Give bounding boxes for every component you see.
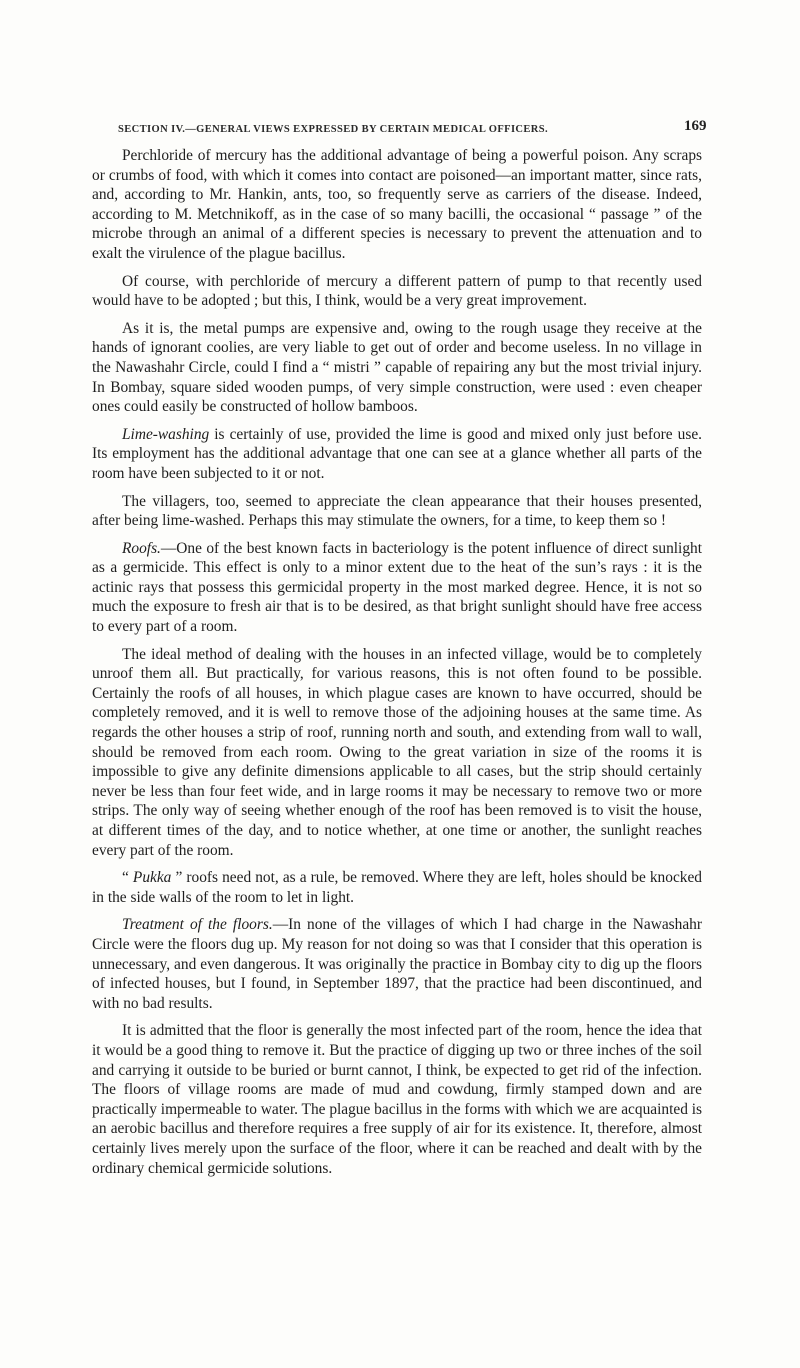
paragraph-lead: Pukka	[132, 869, 172, 887]
body-text	[92, 146, 702, 1186]
paragraph	[92, 645, 702, 861]
paragraph	[92, 272, 702, 311]
page-number: 169	[684, 118, 707, 134]
paragraph	[92, 868, 702, 907]
paragraph	[92, 146, 702, 264]
paragraph	[92, 915, 702, 1013]
paragraph-text: ” roofs need not, as a rule, be removed. Where they are left, holes should be knocked in the side walls of the room to let in light.	[92, 869, 703, 906]
paragraph-text: Of course, with perchloride of mercury a different pattern of pump to that recently used would have to be adopted ; but this, I think, would be a very great improvement.	[92, 272, 702, 310]
paragraph	[92, 539, 702, 637]
paragraph	[92, 319, 702, 417]
running-header: SECTION IV.—GENERAL VIEWS EXPRESSED BY CERTAIN MEDICAL OFFICERS.	[118, 124, 549, 135]
paragraph-lead: Lime-washing	[122, 425, 210, 443]
paragraph-lead-prefix: “	[122, 869, 133, 887]
paragraph-lead: Treatment of the floors.	[122, 916, 273, 934]
paragraph-text: It is admitted that the floor is generally the most infected part of the room, hence the idea that it would be a good thing to remove it. But the practice of digging up two or three inches of the soil and carrying it outside to be buried or burnt cannot, I think, be expected to get rid of the infection. The floors of village rooms are made of mud and cowdung, firmly stamped down and are practically impermeable to water. The plague bacillus in the forms with which we are acquainted is an aerobic bacillus and therefore requires a free supply of air for its existence. It, therefore, almost certainly lives merely upon the surface of the floor, where it can be reached and dealt with by the ordinary chemical germicide solutions.	[92, 1022, 702, 1177]
paragraph-text: The ideal method of dealing with the houses in an infected village, would be to completely unroof them all. But practically, for various reasons, this is not often found to be possible. Certainly the roofs of all houses, in which plague cases are known to have occurred, should be completely removed, and it is well to remove those of the adjoining houses at the same time. As regards the other houses a strip of roof, running north and south, and extending from wall to wall, should be removed from each room. Owing to the great variation in size of the rooms it is impossible to give any definite dimensions applicable to all cases, but the strip should certainly never be less than four feet wide, and in large rooms it may be necessary to remove two or more strips. The only way of seeing whether enough of the roof has been removed is to visit the house, at different times of the day, and to notice whether, at one time or another, the sunlight reaches every part of the room.	[92, 645, 702, 859]
paragraph	[92, 425, 702, 484]
paragraph-text: Perchloride of mercury has the additional advantage of being a powerful poison. Any scraps or crumbs of food, with which it comes into contact are poisoned—an important matter, since rats, and, according to Mr. Hankin, ants, too, so frequently serve as carriers of the disease. Indeed, according to M. Metchnikoff, as in the case of so many bacilli, the occasional “ passage ” of the microbe through an animal of a different species is necessary to prevent the attenuation and to exalt the virulence of the plague bacillus.	[92, 147, 702, 262]
paragraph-text: —In none of the villages of which I had charge in the Nawashahr Circle were the floors dug up. My reason for not doing so was that I consider that this operation is unnecessary, and even dangerous. It was originally the practice in Bombay city to dig up the floors of infected houses, but I found, in September 1897, that the practice had been discontinued, and with no bad results.	[92, 916, 702, 1012]
paragraph-text: is certainly of use, provided the lime is good and mixed only just before use. Its employment has the additional advantage that one can see at a glance whether all parts of the room have been subjected to it or not.	[92, 425, 702, 482]
paragraph	[92, 1021, 702, 1178]
paragraph-text: The villagers, too, seemed to appreciate the clean appearance that their houses presented, after being lime-washed. Perhaps this may stimulate the owners, for a time, to keep them so !	[92, 492, 702, 530]
paragraph-text: —One of the best known facts in bacteriology is the potent influence of direct sunlight as a germicide. This effect is only to a minor extent due to the heat of the sun’s rays : it is the actinic rays that possess this germicidal property in the most marked degree. Hence, it is not so much the exposure to fresh air that is to be desired, as that bright sunlight should have free access to every part of a room.	[92, 539, 702, 636]
paragraph	[92, 492, 702, 531]
paragraph-text: As it is, the metal pumps are expensive and, owing to the rough usage they receive at the hands of ignorant coolies, are very liable to get out of order and become useless. In no village in the Nawashahr Circle, could I find a “ mistri ” capable of repairing any but the most trivial injury. In Bombay, square sided wooden pumps, of very simple construction, were used : even cheaper ones could easily be constructed of hollow bamboos.	[92, 319, 702, 416]
paragraph-lead: Roofs.	[122, 539, 161, 557]
